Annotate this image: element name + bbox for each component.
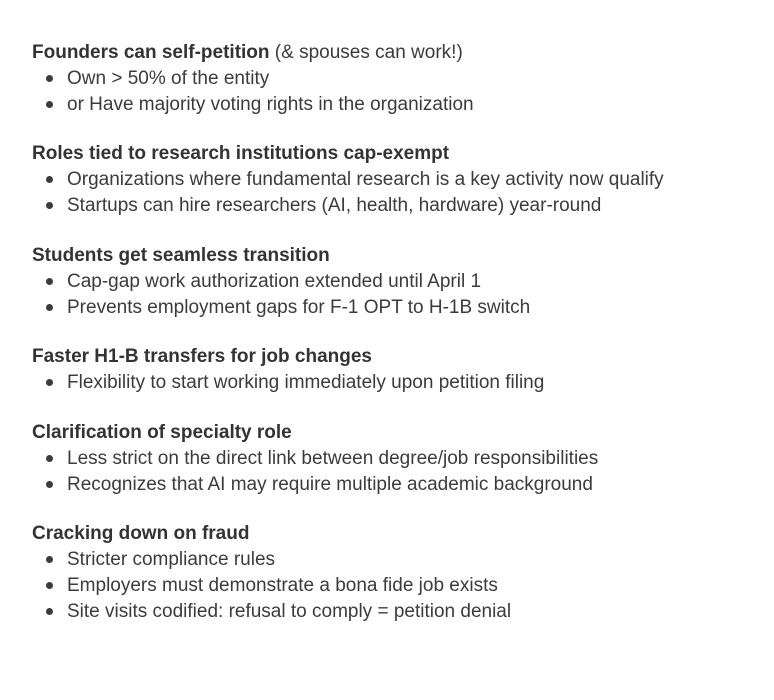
bullet-list <box>32 66 754 117</box>
section-research-institutions <box>32 141 754 218</box>
bullet-icon <box>46 202 53 209</box>
heading-note: (& spouses can work!) <box>269 42 463 63</box>
section-heading <box>32 420 754 446</box>
section-founders <box>32 40 754 117</box>
list-item-text: Stricter compliance rules <box>67 549 276 571</box>
bullet-icon <box>46 582 53 589</box>
bullet-icon <box>46 101 53 108</box>
list-item-text: Less strict on the direct link between degree/job responsibilities <box>67 447 599 469</box>
list-item-text: Site visits codified: refusal to comply = petition denial <box>67 600 512 622</box>
document-body <box>32 40 754 648</box>
bullet-list <box>32 269 754 320</box>
list-item <box>32 472 754 498</box>
bullet-icon <box>46 556 53 563</box>
list-item-text: Own > 50% of the entity <box>67 68 270 89</box>
bullet-list <box>32 446 754 497</box>
list-item-text: Startups can hire researchers (AI, health, hardware) year-round <box>67 195 602 217</box>
list-item <box>32 547 754 573</box>
section-transfers <box>32 344 754 396</box>
bullet-list <box>32 370 754 396</box>
list-item <box>32 599 754 625</box>
list-item-text: Organizations where fundamental research is a key activity now qualify <box>67 169 664 191</box>
heading-text: Students get seamless transition <box>32 244 330 266</box>
section-heading <box>32 344 754 370</box>
heading-text: Cracking down on fraud <box>32 523 250 545</box>
bullet-icon <box>46 278 53 285</box>
heading-text: Faster H1-B transfers for job changes <box>32 346 372 368</box>
list-item-text: Prevents employment gaps for F-1 OPT to H-1B switch <box>67 296 531 318</box>
list-item <box>32 295 754 321</box>
list-item <box>32 193 754 219</box>
section-heading <box>32 141 754 167</box>
list-item-text: Cap-gap work authorization extended until April 1 <box>67 270 482 292</box>
bullet-icon <box>46 481 53 488</box>
section-heading <box>32 521 754 547</box>
list-item <box>32 446 754 472</box>
section-fraud <box>32 521 754 624</box>
list-item-text: Flexibility to start working immediately upon petition filing <box>67 372 545 394</box>
heading-text: Clarification of specialty role <box>32 421 292 443</box>
list-item <box>32 573 754 599</box>
section-specialty-role <box>32 420 754 497</box>
heading-text: Roles tied to research institutions cap-exempt <box>32 143 450 165</box>
list-item <box>32 269 754 295</box>
bullet-icon <box>46 455 53 462</box>
list-item-text: Employers must demonstrate a bona fide job exists <box>67 575 498 597</box>
bullet-icon <box>46 304 53 311</box>
section-heading <box>32 40 754 66</box>
bullet-icon <box>46 608 53 615</box>
list-item-text: Recognizes that AI may require multiple academic background <box>67 473 593 495</box>
section-students <box>32 243 754 320</box>
list-item <box>32 92 754 118</box>
section-heading <box>32 243 754 269</box>
bullet-icon <box>46 176 53 183</box>
bullet-list <box>32 547 754 624</box>
bullet-icon <box>46 75 53 82</box>
heading-text: Founders can self-petition <box>32 42 270 63</box>
list-item <box>32 370 754 396</box>
list-item-text: or Have majority voting rights in the organization <box>67 93 474 115</box>
list-item <box>32 66 754 92</box>
bullet-icon <box>46 379 53 386</box>
list-item <box>32 167 754 193</box>
bullet-list <box>32 167 754 218</box>
